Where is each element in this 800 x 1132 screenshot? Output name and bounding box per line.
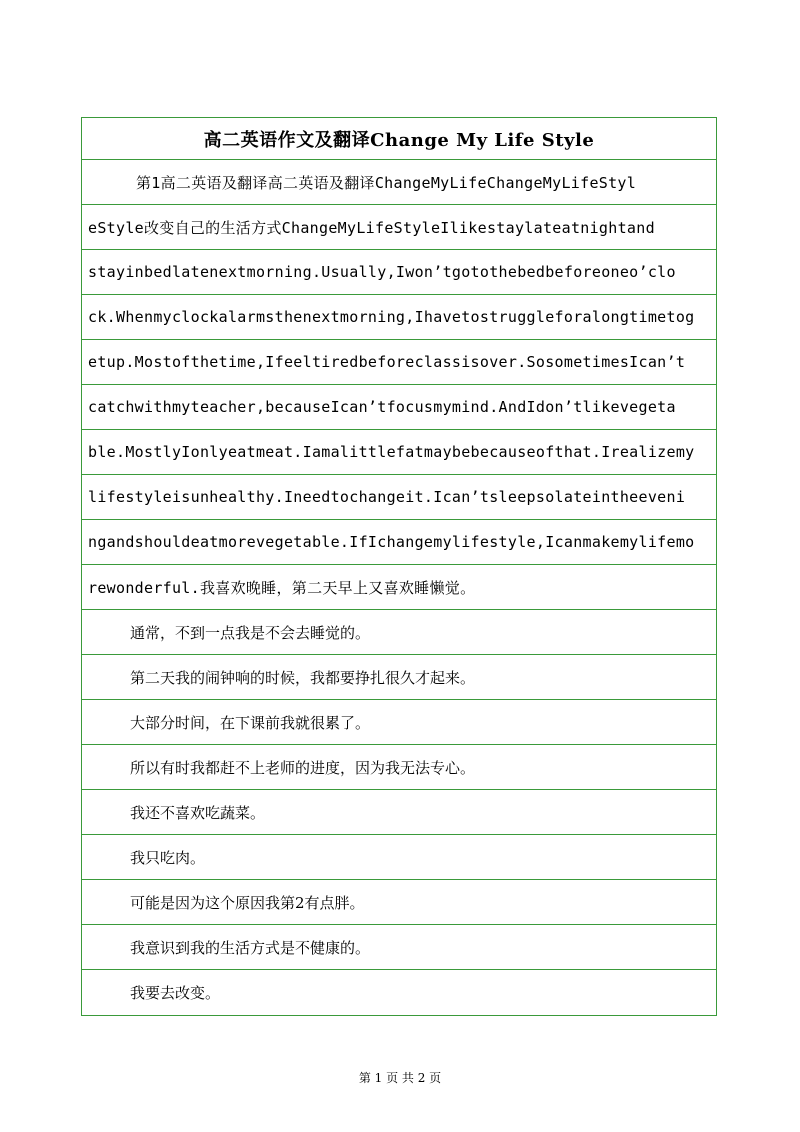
document-title: 高二英语作文及翻译Change My Life Style xyxy=(203,129,595,151)
sentence-text: 我只吃肉。 xyxy=(130,848,206,867)
sentence-row xyxy=(82,880,716,925)
sentence-text: 第二天我的闹钟响的时候，我都要挣扎很久才起来。 xyxy=(130,668,476,687)
paragraph-line: ngandshouldeatmorevegetable.IfIchangemylifestyle,Icanmakemylifemo xyxy=(88,533,695,551)
sentence-row xyxy=(82,835,716,880)
sentence-row xyxy=(82,790,716,835)
document-table xyxy=(81,117,717,1016)
sentence-text: 我意识到我的生活方式是不健康的。 xyxy=(130,938,371,957)
sentence-text: 通常，不到一点我是不会去睡觉的。 xyxy=(130,623,371,642)
paragraph-row xyxy=(82,475,716,520)
paragraph-row xyxy=(82,340,716,385)
paragraph-line: 第1高二英语及翻译高二英语及翻译ChangeMyLifeChangeMyLifeStyl xyxy=(136,173,637,192)
paragraph-line: stayinbedlatenextmorning.Usually,Iwon’tgotothebedbeforeoneo’clo xyxy=(88,263,676,281)
sentence-text: 所以有时我都赶不上老师的进度，因为我无法专心。 xyxy=(130,758,476,777)
paragraph-row xyxy=(82,385,716,430)
paragraph-line: catchwithmyteacher,becauseIcan’tfocusmymind.AndIdon’tlikevegeta xyxy=(88,398,676,416)
paragraph-row xyxy=(82,520,716,565)
paragraph-line: rewonderful.我喜欢晚睡，第二天早上又喜欢睡懒觉。 xyxy=(88,578,476,597)
paragraph-line: ble.MostlyIonlyeatmeat.Iamalittlefatmaybebecauseofthat.Irealizemy xyxy=(88,443,695,461)
paragraph-line: ck.Whenmyclockalarmsthenextmorning,Ihavetostruggleforalongtimetog xyxy=(88,308,695,326)
sentence-text: 我要去改变。 xyxy=(130,984,221,1002)
sentence-row xyxy=(82,655,716,700)
paragraph-row xyxy=(82,430,716,475)
sentence-text: 大部分时间，在下课前我就很累了。 xyxy=(130,713,371,732)
paragraph-row xyxy=(82,565,716,610)
sentence-row xyxy=(82,610,716,655)
paragraph-row xyxy=(82,295,716,340)
paragraph-row xyxy=(82,160,716,205)
sentence-row xyxy=(82,700,716,745)
sentence-row xyxy=(82,970,716,1015)
paragraph-line: etup.Mostofthetime,Ifeeltiredbeforeclassisover.SosometimesIcan’t xyxy=(88,353,686,371)
paragraph-row xyxy=(82,205,716,250)
paragraph-row xyxy=(82,250,716,295)
paragraph-line: eStyle改变自己的生活方式ChangeMyLifeStyleIlikestaylateatnightand xyxy=(88,218,655,237)
paragraph-line: lifestyleisunhealthy.Ineedtochangeit.Ican’tsleepsolateintheeveni xyxy=(88,488,686,506)
sentence-row xyxy=(82,745,716,790)
sentence-row xyxy=(82,925,716,970)
page-number-footer: 第 1 页 共 2 页 xyxy=(358,1071,442,1085)
title-row xyxy=(82,118,716,160)
sentence-text: 我还不喜欢吃蔬菜。 xyxy=(130,803,266,822)
sentence-text: 可能是因为这个原因我第2有点胖。 xyxy=(130,893,365,912)
